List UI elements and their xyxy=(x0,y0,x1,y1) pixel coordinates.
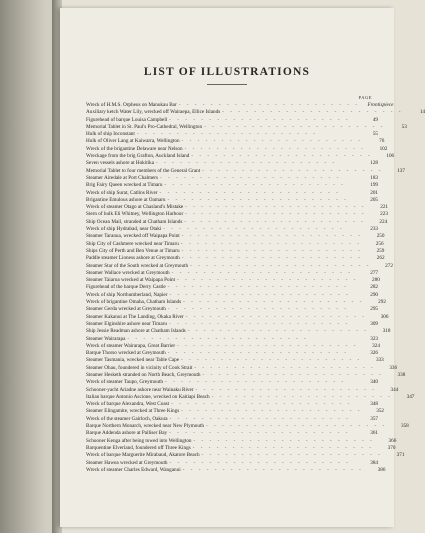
illustration-title: Wreck of the steamer Gairloch, Oakura xyxy=(86,415,168,422)
illustration-title: Auxiliary ketch Water Lily, wrecked off Wairaepa, Ellice Islands xyxy=(86,109,221,116)
page-number: 224 xyxy=(379,218,388,225)
page-number: 292 xyxy=(378,299,386,306)
leader-dots: - - - - - - - - - - - - - - - - - - - - - - - xyxy=(184,218,366,225)
leader-dots: - - - - - - - - - - - - - - - - - - - - - - - xyxy=(181,357,362,364)
list-item xyxy=(86,109,425,116)
page-number: 205 xyxy=(370,196,378,203)
page-number: 183 xyxy=(370,174,378,181)
illustration-title: Steamer Ohau, foundered in vicinity of Cook Strait xyxy=(86,364,193,371)
list-item xyxy=(86,379,378,386)
list-item xyxy=(86,350,378,357)
illustration-title: Steamer Wallace wrecked at Greymouth xyxy=(86,269,170,276)
list-item xyxy=(86,292,378,299)
leader-dots: - - - - - - - - - - - - - - - - - - - - - - - xyxy=(201,452,383,459)
page-number: 318 xyxy=(382,328,391,335)
illustration-title: Paddle steamer Lioness ashore at Greymouth xyxy=(86,255,180,262)
illustration-title: Wreck of brigantine Omaha, Chatham Islands xyxy=(86,299,182,306)
leader-dots: - - - - - - - - - - - - - - - - - - - - - - - xyxy=(202,371,384,378)
list-item xyxy=(86,211,388,218)
book-page xyxy=(60,8,425,527)
list-item xyxy=(86,270,378,277)
list-item xyxy=(86,306,378,313)
illustration-title: Steamer Hawea wrecked at Greymouth xyxy=(86,459,168,466)
page-number: 306 xyxy=(380,313,389,320)
page-number: 340 xyxy=(370,379,378,386)
list-item xyxy=(86,466,386,474)
page-number: 338 xyxy=(397,371,406,378)
illustration-title: Wreck of barque Alexandra, West Coast xyxy=(86,401,170,408)
page-number: 49 xyxy=(372,116,378,123)
page-number: 295 xyxy=(370,306,378,313)
page-number: 336 xyxy=(389,364,398,371)
illustration-title: Steamer Airedale at Port Chalmers xyxy=(86,174,159,181)
illustration-title: Barque Northern Monarch, wrecked near New Plymouth xyxy=(86,423,204,430)
page-number: 128 xyxy=(370,160,378,167)
list-item xyxy=(86,313,389,321)
page-number: 324 xyxy=(372,342,380,349)
page-number: 137 xyxy=(397,167,405,174)
page-number: 272 xyxy=(385,262,393,269)
leader-dots: - - - - - - - - - - - - - - - - - - - - - - - xyxy=(171,269,353,276)
leader-dots: - - - - - - - - - - - - - - - - - - - - - - - xyxy=(181,233,363,240)
page-number: 262 xyxy=(376,255,385,262)
leader-dots: - - - - - - - - - - - - - - - - - - - - - - - xyxy=(167,306,349,313)
leader-dots: - - - - - - - - - - - - - - - - - - - - - - - xyxy=(164,379,346,386)
page-number: 370 xyxy=(387,444,396,451)
list-item xyxy=(86,423,409,430)
illustration-title: Schooner-yacht Ariadne ashore near Wainaku River xyxy=(86,386,194,393)
leader-dots: - - - - - - - - - - - - - - - - - - - - - - - xyxy=(159,189,341,196)
illustration-title: Steamer Taranua, wrecked off Waipapa Point xyxy=(86,233,180,240)
illustration-title: Ship Ocean Mail, stranded at Chatham Islands xyxy=(86,218,183,225)
illustration-title: Memorial Tablet in St. Paul's Pro-Cathedral, Wellington xyxy=(86,123,203,130)
leader-dots: - - - - - - - - - - - - - - - - - - - - - - - xyxy=(156,160,337,167)
leader-dots: - - - - - - - - - - - - - - - - - - - - - - - xyxy=(191,153,373,160)
list-item xyxy=(86,167,405,175)
page-number: 333 xyxy=(375,357,384,364)
illustration-title: Wreckage from the brig Grafton, Auckland Island xyxy=(86,153,190,160)
leader-dots: - - - - - - - - - - - - - - - - - - - - - - - xyxy=(193,437,375,444)
leader-dots: - - - - - - - - - - - - - - - - - - - - - - - xyxy=(205,423,387,430)
page-number: 358 xyxy=(400,423,409,430)
illustration-title: Wreck of steamer Taupo, Greymouth xyxy=(86,379,163,386)
illustration-title: Stern of hulk Eli Whitney, Wellington Harbour xyxy=(86,211,184,218)
leader-dots: - - - - - - - - - - - - - - - - - - - - - - - xyxy=(185,313,367,320)
list-item xyxy=(86,190,378,197)
list-item xyxy=(86,218,388,226)
illustration-title: Wreck of the brigantine Delaware near Nelson xyxy=(86,145,183,152)
page-number: 290 xyxy=(370,291,378,298)
illustration-title: Barque Addenda ashore at Palliser Bay xyxy=(86,430,168,437)
leader-dots: - - - - - - - - - - - - - - - - - - - - - - - xyxy=(195,386,377,393)
page-number: 280 xyxy=(372,277,380,284)
illustration-title: Barquentine Elverland, foundered off Three Kings xyxy=(86,444,191,451)
list-item xyxy=(86,240,384,248)
list-item xyxy=(86,117,378,124)
illustration-title: Steamer Elingamite, wrecked at Three Kings xyxy=(86,408,180,415)
illustration-title: Barque Thorso wrecked at Greymouth xyxy=(86,350,166,357)
illustration-title: Seven vessels ashore at Hokitika xyxy=(86,160,154,167)
page-number: 55 xyxy=(372,131,378,138)
illustration-title: Steamer Kakanui at The Landing, Okaka River xyxy=(86,313,184,320)
illustration-title: Figurehead of the barque Derry Castle xyxy=(86,284,166,291)
illustration-title: Figurehead of barque Louisa Campbell xyxy=(86,116,168,123)
leader-dots: - - - - - - - - - - - - - - - - - - - - - - - xyxy=(169,430,350,437)
illustration-title: Wreck of H.M.S. Orpheus on Manukau Bar xyxy=(86,102,177,108)
page-column-header: PAGE xyxy=(358,95,372,100)
page-title: LIST OF ILLUSTRATIONS xyxy=(143,66,311,78)
page-number: 106 xyxy=(386,153,395,160)
illustration-title: Steamer Wairarapa xyxy=(86,335,126,342)
list-item xyxy=(86,262,393,270)
leader-dots: - - - - - - - - - - - - - - - - - - - - - - - xyxy=(182,466,364,473)
illustration-title: Ship City of Cashmere wrecked near Timaru xyxy=(86,240,179,247)
leader-dots: - - - - - - - - - - - - - - - - - - - - - - - xyxy=(160,174,341,181)
leader-dots: - - - - - - - - - - - - - - - - - - - - - - - xyxy=(192,444,374,451)
leader-dots: - - - - - - - - - - - - - - - - - - - - - - - xyxy=(167,350,349,357)
leader-dots: - - - - - - - - - - - - - - - - - - - - - - - xyxy=(180,240,362,247)
illustration-title: Steamer Hesketh stranded on North Beach, Greymouth xyxy=(86,371,201,378)
page-number: 53 xyxy=(401,123,407,130)
leader-dots: - - - - - - - - - - - - - - - - - - - - - - - xyxy=(222,109,403,116)
leader-dots: - - - - - - - - - - - - - - - - - - - - - - - xyxy=(178,102,360,108)
list-item xyxy=(86,233,385,240)
list-item xyxy=(86,153,395,160)
illustration-title: Steamer Taiaroa wrecked at Waipapa Point xyxy=(86,277,176,284)
illustration-title: Ships City of Perth and Ben Venue at Timaru xyxy=(86,247,180,254)
leader-dots: - - - - - - - - - - - - - - - - - - - - - - - xyxy=(171,401,352,408)
list-item xyxy=(86,175,378,182)
list-item xyxy=(86,160,378,167)
leader-dots: - - - - - - - - - - - - - - - - - - - - - - - xyxy=(169,459,351,466)
list-item xyxy=(86,357,384,364)
leader-dots: - - - - - - - - - - - - - - - - - - - - - - - xyxy=(177,277,358,284)
illustration-title: Wreck of steamer Otago at Chasland's Mistake xyxy=(86,204,184,211)
page-number: 221 xyxy=(380,204,389,211)
leader-dots: - - - - - - - - - - - - - - - - - - - - - - - xyxy=(202,167,383,174)
list-item xyxy=(86,416,378,423)
illustration-title: Brigantine Emulous ashore at Oamaru xyxy=(86,196,166,203)
page-number: 386 xyxy=(377,466,386,473)
leader-dots: - - - - - - - - - - - - - - - - - - - - - - - xyxy=(181,255,363,262)
illustration-title: Schooner Kenga after being towed into Wellington xyxy=(86,437,192,444)
illustration-title: Italian barque Antonio Ascione, wrecked on Kaitiapi Beach xyxy=(86,393,210,400)
list-item xyxy=(86,145,388,153)
page-number: 366 xyxy=(388,437,397,444)
page-number: 256 xyxy=(375,240,384,247)
page-number: 384 xyxy=(370,459,378,466)
leader-dots: - - - - - - - - - - - - - - - - - - - - - - - xyxy=(181,138,363,145)
leader-dots: - - - - - - - - - - - - - - - - - - - - - - - xyxy=(211,393,393,400)
list-item xyxy=(86,182,378,189)
list-item xyxy=(86,401,378,408)
list-item xyxy=(86,247,385,255)
list-item xyxy=(86,299,386,306)
title-rule xyxy=(207,84,247,85)
page-number: 233 xyxy=(370,226,378,233)
page-number: 223 xyxy=(380,211,388,218)
page-number: 371 xyxy=(396,452,405,459)
page-number: 282 xyxy=(370,284,378,291)
illustration-title: Wreck of barque Marguerite Mirabaud, Akatore Beach xyxy=(86,452,200,459)
page-number: 259 xyxy=(376,247,385,254)
leader-dots: - - - - - - - - - - - - - - - - - - - - - - - xyxy=(169,415,351,422)
illustration-title: Steamer Star of the South wrecked at Greymouth xyxy=(86,262,189,269)
list-item xyxy=(86,328,391,335)
leader-dots: - - - - - - - - - - - - - - - - - - - - - - - xyxy=(204,123,385,130)
leader-dots: - - - - - - - - - - - - - - - - - - - - - - - xyxy=(183,299,364,306)
page-number: 102 xyxy=(379,145,388,152)
page-number: 344 xyxy=(390,386,399,393)
leader-dots: - - - - - - - - - - - - - - - - - - - - - - - xyxy=(185,211,366,218)
illustrations-list xyxy=(86,102,425,474)
illustration-title: Steamer Tasmania, wrecked near Table Cape xyxy=(86,357,179,364)
page-number: 309 xyxy=(370,320,378,327)
illustration-title: Wreck of ship Surat, Catlins River xyxy=(86,189,158,196)
list-item xyxy=(86,284,378,291)
leader-dots: - - - - - - - - - - - - - - - - - - - - - - - xyxy=(169,116,351,123)
illustration-title: Hulk of ship Inconstant xyxy=(86,131,135,138)
leader-dots: - - - - - - - - - - - - - - - - - - - - - - - xyxy=(184,145,366,152)
list-item xyxy=(86,364,398,372)
leader-dots: - - - - - - - - - - - - - - - - - - - - - - - xyxy=(168,320,350,327)
illustration-title: Wreck of ship Hydrabad, near Otaki xyxy=(86,226,162,233)
page-number: 277 xyxy=(370,269,378,276)
leader-dots: - - - - - - - - - - - - - - - - - - - - - - - xyxy=(164,182,346,189)
list-item xyxy=(86,430,378,437)
page-number: 326 xyxy=(370,350,378,357)
leader-dots: - - - - - - - - - - - - - - - - - - - - - - - xyxy=(167,196,349,203)
list-item xyxy=(86,336,378,343)
page-number: 347 xyxy=(406,393,415,400)
page-number: 14 xyxy=(419,109,425,116)
illustration-title: Steamer Gerda wrecked at Greymouth xyxy=(86,306,166,313)
leader-dots: - - - - - - - - - - - - - - - - - - - - - - - xyxy=(169,291,351,298)
page-number: 199 xyxy=(370,182,378,189)
leader-dots: - - - - - - - - - - - - - - - - - - - - - - - xyxy=(194,364,376,371)
page-number: Frontispiece xyxy=(367,102,394,108)
leader-dots: - - - - - - - - - - - - - - - - - - - - - - - xyxy=(187,328,369,335)
illustration-title: Ship Jessie Readman ashore at Chatham Islands xyxy=(86,328,186,335)
page-number: 361 xyxy=(370,430,378,437)
page-number: 250 xyxy=(376,233,385,240)
page-number: 76 xyxy=(379,138,385,145)
leader-dots: - - - - - - - - - - - - - - - - - - - - - - - xyxy=(181,408,363,415)
list-item xyxy=(86,452,405,459)
list-item xyxy=(86,408,385,415)
list-item xyxy=(86,343,378,350)
leader-dots: - - - - - - - - - - - - - - - - - - - - - - - xyxy=(190,262,371,269)
book-spine xyxy=(0,0,58,533)
list-item xyxy=(86,138,385,145)
leader-dots: - - - - - - - - - - - - - - - - - - - - - - - xyxy=(127,335,309,342)
page-number: 323 xyxy=(370,335,378,342)
list-item xyxy=(86,255,385,262)
page-number: 352 xyxy=(376,408,385,415)
list-item xyxy=(86,321,378,328)
page-number: 348 xyxy=(370,401,378,408)
leader-dots: - - - - - - - - - - - - - - - - - - - - - - - xyxy=(181,247,363,254)
leader-dots: - - - - - - - - - - - - - - - - - - - - - - - xyxy=(177,342,358,349)
illustration-title: Hulk of Oliver Lang at Kaiwarra, Wellington xyxy=(86,138,180,145)
illustration-title: Steamer Elginshire ashore near Timaru xyxy=(86,320,167,327)
page-number: 357 xyxy=(370,415,378,422)
leader-dots: - - - - - - - - - - - - - - - - - - - - - - - xyxy=(136,131,318,138)
illustration-title: Wreck of steamer Wairarapa, Great Barrier xyxy=(86,342,176,349)
leader-dots: - - - - - - - - - - - - - - - - - - - - - - - xyxy=(167,284,349,291)
list-item xyxy=(86,460,378,467)
list-item xyxy=(86,437,397,445)
illustration-title: Wreck of steamer Charles Edward, Wanganui xyxy=(86,466,181,473)
leader-dots: - - - - - - - - - - - - - - - - - - - - - - - xyxy=(163,226,345,233)
page-number: 201 xyxy=(370,189,378,196)
illustration-title: Memorial Tablet to four members of the General Grant xyxy=(86,167,201,174)
illustration-title: Brig Fairy Queen wrecked at Timaru xyxy=(86,182,163,189)
illustration-title: Wreck of ship Northumberland, Napier xyxy=(86,291,168,298)
list-item xyxy=(86,386,399,394)
leader-dots: - - - - - - - - - - - - - - - - - - - - - - - xyxy=(185,204,367,211)
